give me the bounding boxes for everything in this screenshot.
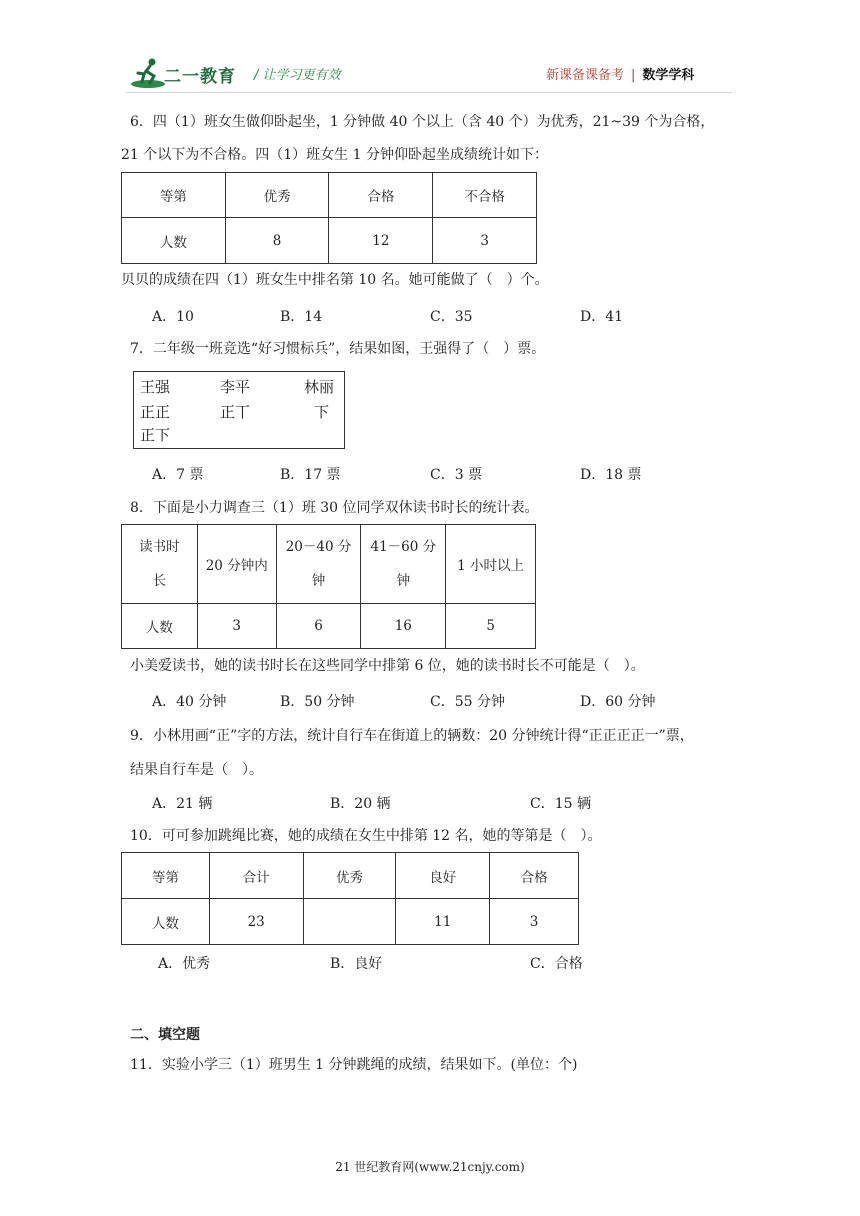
q6-table [121,172,537,264]
q9-option-b: B．20 辆 [330,796,391,812]
q6-question: 贝贝的成绩在四（1）班女生中排名第 10 名。她可能做了（ ）个。 [121,272,549,288]
q6-cell: 3 [433,218,537,264]
q6-option-c: C．35 [430,309,473,325]
q7-option-a: A．7 票 [152,467,204,483]
q6-cell: 优秀 [225,173,329,218]
header-divider [126,92,732,93]
q10-cell [303,899,396,945]
q6-cell: 12 [329,218,433,264]
section-title: 二、填空题 [130,1027,200,1043]
header-right [546,64,694,83]
q7-option-b: B．17 票 [280,467,341,483]
q10-option-a: A．优秀 [158,956,211,972]
q10-cell: 23 [209,899,303,945]
q8-cell: 3 [197,604,276,649]
q10-cell: 3 [490,899,579,945]
q6-line1: 6．四（1）班女生做仰卧起坐，1 分钟做 40 个以上（含 40 个）为优秀，21~39 个为合格， [130,114,715,130]
header-tag-a: 新课备课备考 [546,68,625,83]
q9-option-c: C．15 辆 [530,796,591,812]
q8-cell: 人数 [122,604,198,649]
q10-cell: 人数 [122,899,210,945]
q8-header-20-40: 20－40 分 钟 [276,525,361,604]
q10-cell: 良好 [396,853,490,899]
tally-name-wang: 王强 [140,378,171,396]
q8-header-duration: 读书时 长 [122,525,198,604]
tally-mark-li: 正丅 [220,403,251,421]
q10-option-c: C．合格 [530,956,583,972]
q9-line1: 9．小林用画“正”字的方法，统计自行车在街道上的辆数：20 分钟统计得“正正正正一”票， [130,728,694,744]
q8-header-41-60: 41－60 分 钟 [361,525,446,604]
q10-table [121,852,579,945]
q11-text: 11．实验小学三（1）班男生 1 分钟跳绳的成绩，结果如下。(单位：个) [130,1057,578,1073]
q8-question: 小美爱读书，她的读书时长在这些同学中排第 6 位，她的读书时长不可能是（ ）。 [130,658,645,674]
q8-table [121,524,536,649]
q8-option-a: A．40 分钟 [152,694,227,710]
footer: 21 世纪教育网(www.21cnjy.com) [335,1160,525,1174]
q8-header-1h: 1 小时以上 [446,525,536,604]
q7-text: 7．二年级一班竞选“好习惯标兵”，结果如图，王强得了（ ）票。 [130,341,546,357]
q6-cell: 人数 [122,218,226,264]
q8-text: 8．下面是小力调查三（1）班 30 位同学双休读书时长的统计表。 [130,500,539,516]
q10-cell: 11 [396,899,490,945]
slogan: / 让学习更有效 [254,68,341,83]
q8-option-c: C．55 分钟 [430,694,505,710]
q6-cell: 等第 [122,173,226,218]
q10-cell: 合格 [490,853,579,899]
q10-cell: 优秀 [303,853,396,899]
tally-mark-wang-2: 正下 [140,426,171,444]
q10-cell: 合计 [209,853,303,899]
q6-option-b: B．14 [280,309,323,325]
q8-option-b: B．50 分钟 [280,694,355,710]
q6-cell: 合格 [329,173,433,218]
logo [130,56,250,90]
q7-tally-box [133,371,345,449]
runner-logo-icon [130,56,166,90]
tally-name-lin: 林丽 [304,378,335,396]
q8-cell: 6 [276,604,361,649]
q6-cell: 8 [225,218,329,264]
tally-mark-lin: 下 [314,403,330,421]
q6-cell: 不合格 [433,173,537,218]
tally-name-li: 李平 [220,378,251,396]
q8-header-20min: 20 分钟内 [197,525,276,604]
header-separator: | [631,68,636,83]
tally-mark-wang: 正正 [140,403,171,421]
q6-option-a: A．10 [152,309,194,325]
q8-cell: 5 [446,604,536,649]
q7-option-c: C．3 票 [430,467,483,483]
q7-option-d: D．18 票 [580,467,642,483]
q6-line2: 21 个以下为不合格。四（1）班女生 1 分钟仰卧起坐成绩统计如下： [121,147,548,163]
q8-option-d: D．60 分钟 [580,694,656,710]
q6-option-d: D．41 [580,309,624,325]
q10-text: 10．可可参加跳绳比赛，她的成绩在女生中排第 12 名，她的等第是（ ）。 [130,828,602,844]
header-subject: 数学学科 [642,68,695,83]
q10-cell: 等第 [122,853,210,899]
q9-line2: 结果自行车是（ ）。 [130,762,263,778]
q10-option-b: B．良好 [330,956,383,972]
q9-option-a: A．21 辆 [152,796,213,812]
logo-text: 二一教育 [164,67,236,87]
q8-cell: 16 [361,604,446,649]
